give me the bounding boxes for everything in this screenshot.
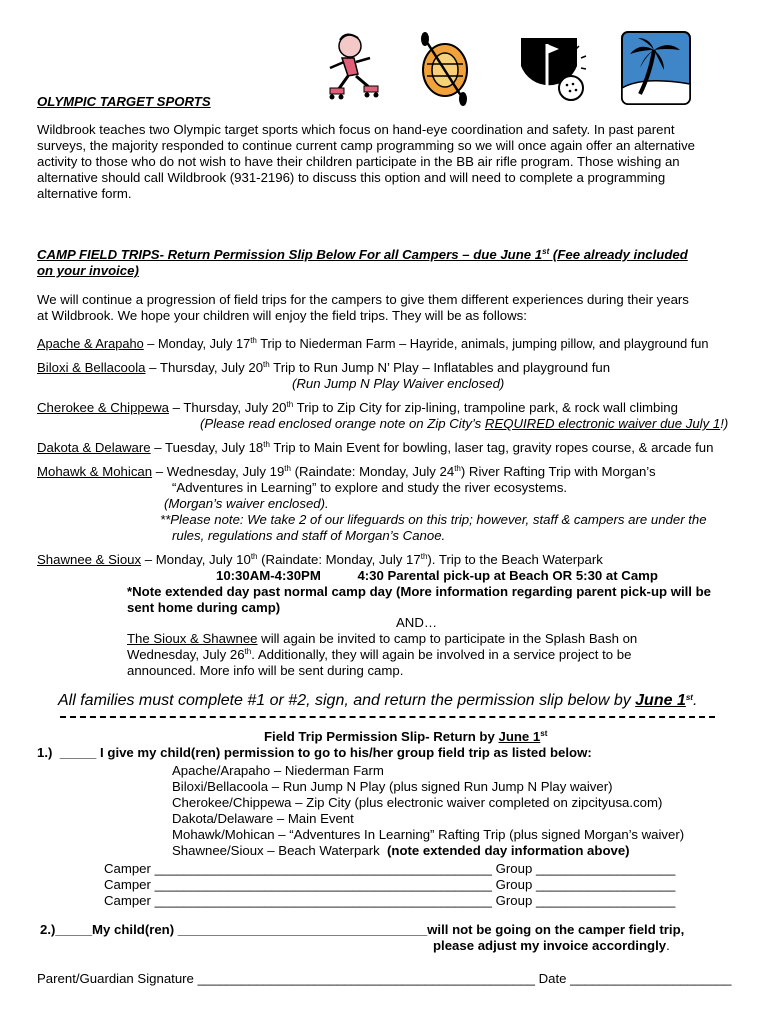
trip-shawnee: Shawnee & Sioux – Monday, July 10th (Raindate: Monday, July 17th). Trip to the Beach Waterpark (37, 552, 603, 567)
slip-trip-2: Biloxi/Bellacoola – Run Jump N Play (plus signed Run Jump N Play waiver) (172, 779, 613, 794)
slip-trip-3: Cherokee/Chippewa – Zip City (plus electronic waiver completed on zipcityusa.com) (172, 795, 663, 810)
field-trips-heading-2: on your invoice) (37, 263, 139, 278)
slip-trip-4: Dakota/Delaware – Main Event (172, 811, 354, 826)
trip-cherokee: Cherokee & Chippewa – Thursday, July 20th Trip to Zip City for zip-lining, trampoline park, & rock wall climbing (37, 400, 678, 415)
palm-tree-icon (620, 30, 692, 106)
trip-mohawk-line-4: **Please note: We take 2 of our lifeguards on this trip; however, staff & campers are under the (160, 512, 707, 527)
slip-option-1: 1.) _____ I give my child(ren) permission to go to his/her group field trip as listed below: (37, 745, 592, 760)
trip-shawnee-times: 10:30AM-4:30PM 4:30 Parental pick-up at Beach OR 5:30 at Camp (216, 568, 658, 583)
trip-shawnee-note-2: sent home during camp) (127, 600, 281, 615)
skater-icon (318, 30, 388, 106)
cut-line (60, 716, 715, 718)
olympic-line-3: activity to those who do not wish to have their children participate in the BB air rifle program. Those wishing an (37, 154, 680, 169)
trip-mohawk-line-3: (Morgan’s waiver enclosed). (164, 496, 329, 511)
trip-shawnee-splash-3: announced. More info will be sent during camp. (127, 663, 404, 678)
trip-mohawk-line-5: rules, regulations and staff of Morgan’s Canoe. (172, 528, 446, 543)
camper-row-1[interactable]: Camper ______________________________________________ Group ___________________ (104, 861, 676, 876)
slip-trip-6: Shawnee/Sioux – Beach Waterpark (note extended day information above) (172, 843, 630, 858)
trip-cherokee-note: (Please read enclosed orange note on Zip City’s REQUIRED electronic waiver due July 1!) (200, 416, 729, 431)
trip-dakota: Dakota & Delaware – Tuesday, July 18th Trip to Main Event for bowling, laser tag, gravity ropes course, & arcade fun (37, 440, 714, 455)
field-trips-intro-2: at Wildbrook. We hope your children will enjoy the field trips. They will be as follows: (37, 308, 527, 323)
olympic-line-1: Wildbrook teaches two Olympic target sports which focus on hand-eye coordination and safety. In past parent (37, 122, 675, 137)
camper-row-2[interactable]: Camper ______________________________________________ Group ___________________ (104, 877, 676, 892)
olympic-heading: OLYMPIC TARGET SPORTS (37, 94, 211, 109)
slip-option-2[interactable]: 2.)_____My child(ren) __________________________________will not be going on the camper field trip, (40, 922, 685, 937)
slip-option-2-line-2: please adjust my invoice accordingly. (433, 938, 670, 953)
field-trips-intro-1: We will continue a progression of field trips for the campers to give them different experiences during their years (37, 292, 689, 307)
trip-mohawk-line-2: “Adventures in Learning” to explore and study the river ecosystems. (172, 480, 568, 495)
olympic-line-2: surveys, the majority responded to continue current camp programming so we will once again offer an alternative (37, 138, 696, 153)
golf-ball-icon (515, 30, 591, 106)
camper-row-3[interactable]: Camper ______________________________________________ Group ___________________ (104, 893, 676, 908)
raft-paddle-icon (413, 30, 477, 106)
field-trips-heading: CAMP FIELD TRIPS- Return Permission Slip Below For all Campers – due June 1st (Fee already included (37, 247, 688, 262)
slip-trip-1: Apache/Arapaho – Niederman Farm (172, 763, 384, 778)
trip-biloxi: Biloxi & Bellacoola – Thursday, July 20th Trip to Run Jump N’ Play – Inflatables and playground fun (37, 360, 611, 375)
trip-apache: Apache & Arapaho – Monday, July 17th Trip to Niederman Farm – Hayride, animals, jumping pillow, and playground fun (37, 336, 709, 351)
all-families-notice: All families must complete #1 or #2, sign, and return the permission slip below by June 1st. (58, 692, 698, 709)
olympic-line-5: alternative form. (37, 186, 132, 201)
trip-mohawk: Mohawk & Mohican – Wednesday, July 19th (Raindate: Monday, July 24th) River Rafting Trip with Morgan’s (37, 464, 656, 479)
trip-shawnee-note-1: *Note extended day past normal camp day (More information regarding parent pick-up will be (127, 584, 712, 599)
trip-shawnee-splash: The Sioux & Shawnee will again be invited to camp to participate in the Splash Bash on (127, 631, 638, 646)
trip-biloxi-note: (Run Jump N Play Waiver enclosed) (292, 376, 505, 391)
slip-trip-5: Mohawk/Mohican – “Adventures In Learning” Rafting Trip (plus signed Morgan’s waiver) (172, 827, 685, 842)
trip-shawnee-splash-2: Wednesday, July 26th. Additionally, they will again be involved in a service project to be (127, 647, 632, 662)
olympic-line-4: alternative should call Wildbrook (931-2196) to discuss this option and will need to complete a programming (37, 170, 666, 185)
trip-shawnee-and: AND… (396, 615, 438, 630)
signature-row[interactable]: Parent/Guardian Signature ______________________________________________ Date ______________________ (37, 971, 732, 986)
slip-title: Field Trip Permission Slip- Return by June 1st (264, 729, 548, 744)
